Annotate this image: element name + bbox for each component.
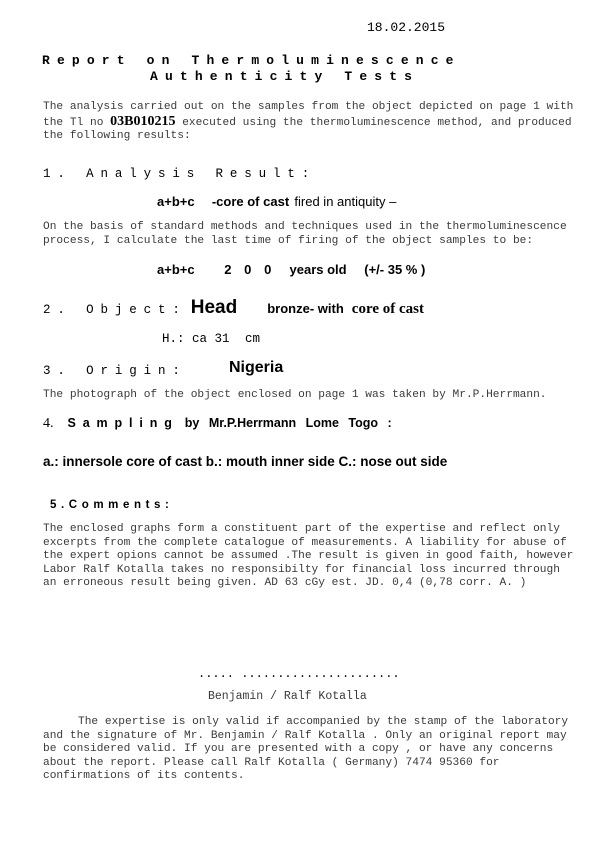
report-date: 18.02.2015 — [367, 20, 446, 35]
age-tolerance: (+/- 35 % ) — [364, 262, 426, 277]
validity-footer: The expertise is only valid if accompanied by the stamp of the laboratory and the signature of Mr. Benjamin / Ralf Kotalla . Only an original report may be considered valid. If you are presented with a copy , or have any concerns about the report. Please call Ralf Kotalla ( Germany) 7474 95360 for confirmations of its contents. — [43, 716, 569, 783]
report-title-line2: Authenticity Tests — [150, 69, 420, 84]
origin-value: Nigeria — [229, 359, 284, 376]
basis-paragraph: On the basis of standard methods and techniques used in the thermoluminescence process, I calculate the last time of firing of the object samples to be: — [43, 221, 567, 247]
object-height — [162, 332, 260, 346]
section-2-heading: 2. Object: — [43, 303, 187, 317]
age-result-line — [157, 262, 425, 277]
signature-line: ..... ...................... — [198, 667, 400, 681]
tl-number: 03B010215 — [110, 113, 176, 129]
object-core: core of cast — [351, 301, 424, 317]
age-sample-label: a+b+c — [157, 262, 195, 277]
intro-text-1: The analysis carried out on the samples from the object depicted on page 1 with the Tl no — [43, 101, 574, 129]
intro-paragraph — [43, 101, 578, 144]
core-of-cast: -core of cast — [211, 194, 290, 209]
section-4-line — [43, 414, 392, 432]
section-2-line — [43, 297, 424, 319]
section-4-number: 4. — [43, 416, 54, 431]
section-1-heading: 1. Analysis Result: — [43, 167, 317, 181]
photo-note: The photograph of the object enclosed on page 1 was taken by Mr.P.Herrmann. — [43, 389, 547, 401]
intro-text-2: executed using the thermoluminescence method, and produced the following results: — [43, 116, 572, 143]
height-label: H.: ca 31 — [162, 332, 230, 346]
fired-in-antiquity: fired in antiquity – — [294, 194, 397, 209]
height-unit: cm — [245, 332, 261, 346]
signatory-name: Benjamin / Ralf Kotalla — [208, 690, 367, 703]
age-unit: years old — [289, 262, 347, 277]
object-material: bronze- with — [267, 301, 344, 316]
section-4-heading: Sampling — [67, 416, 179, 430]
comments-paragraph: The enclosed graphs form a constituent part of the expertise and reflect only excerpts from the complete catalogue of measurements. A liability for abuse of the expert opions cannot be assumed .The result is given in good faith, however Labor Ralf Kotalla takes no responsibilty for financial loss incurred through an erroneous result being given. AD 63 cGy est. JD. 0,4 (0,78 corr. A. ) — [43, 523, 574, 590]
section-3-heading: 3. Origin: — [43, 364, 187, 378]
report-title-line1: Report on Thermoluminescence — [42, 53, 461, 68]
object-head: Head — [190, 297, 238, 318]
sampling-locations: a.: innersole core of cast b.: mouth inner side C.: nose out side — [43, 454, 448, 469]
analysis-result-line — [157, 194, 396, 210]
sampling-by: by Mr.P.Herrmann Lome Togo : — [184, 416, 392, 430]
sample-label: a+b+c — [157, 194, 195, 209]
section-5-heading: 5.Comments: — [50, 499, 174, 511]
age-value: 2 0 0 — [224, 262, 276, 277]
